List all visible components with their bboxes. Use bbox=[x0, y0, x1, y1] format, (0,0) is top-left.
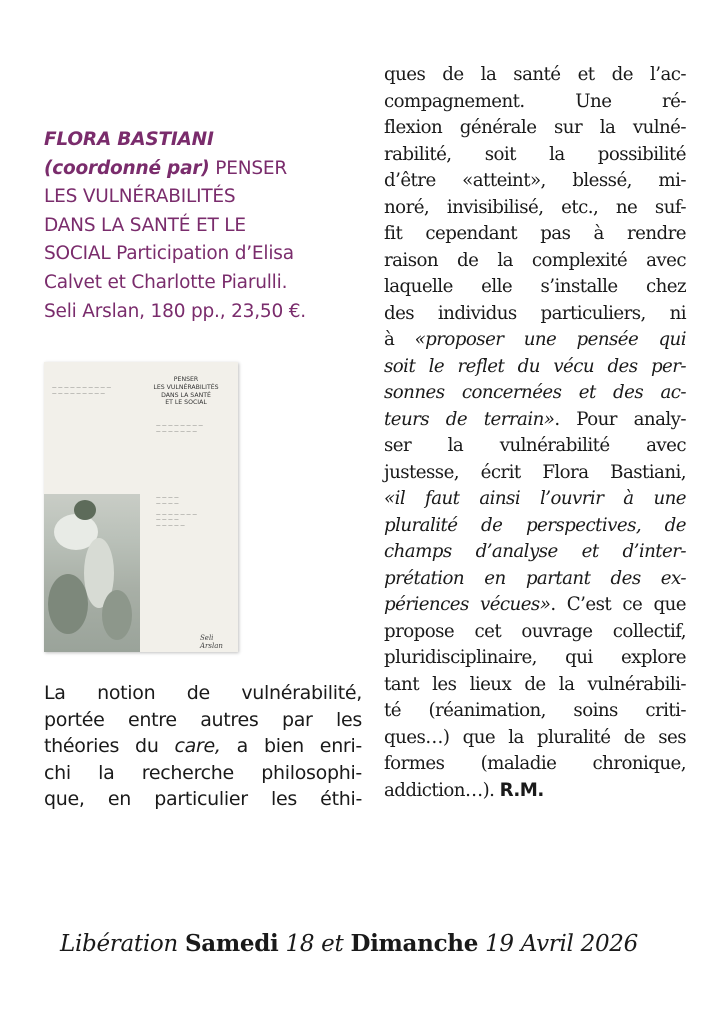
text-line: addiction…). R.M. bbox=[384, 779, 544, 801]
text-line: compagnement. Une ré- bbox=[384, 90, 686, 112]
book-title-line2: LES VULNÉRABILITÉS bbox=[44, 186, 236, 208]
article-body-left bbox=[44, 680, 362, 813]
text-line: «il faut ainsi l’ouvrir à une bbox=[384, 488, 686, 509]
publisher-price-line: Seli Arslan, 180 pp., 23,50 €. bbox=[44, 300, 306, 322]
cover-photo bbox=[44, 494, 140, 652]
participants-line: Calvet et Charlotte Piarulli. bbox=[44, 271, 288, 293]
text-line: tant les lieux de la vulnérabili- bbox=[384, 673, 686, 695]
text-line: ques de la santé et de l’ac- bbox=[384, 64, 686, 85]
text-line: prétation en partant des ex- bbox=[384, 567, 686, 589]
author-signature: R.M. bbox=[499, 779, 544, 801]
cover-title: PENSER LES VULNÉRABILITÉS DANS LA SANTÉ ET LE SOCIAL bbox=[153, 376, 219, 407]
newspaper-name: Libération bbox=[60, 931, 178, 957]
participation-line: Participation d’Elisa bbox=[116, 243, 294, 265]
book-author: FLORA BASTIANI bbox=[44, 129, 214, 150]
text-line: La notion de vulnérabilité, bbox=[44, 682, 362, 704]
newspaper-footer bbox=[60, 930, 680, 957]
text-line: chi la recherche philosophi- bbox=[44, 761, 362, 784]
text-line: formes (maladie chronique, bbox=[384, 753, 686, 774]
footer-date1: 18 et bbox=[285, 931, 344, 957]
editor-note: (coordonné par) bbox=[44, 157, 210, 179]
text-line: laquelle elle s’installe chez bbox=[384, 276, 686, 297]
text-line: propose cet ouvrage collectif, bbox=[384, 620, 686, 642]
text-line: té (réanimation, soins criti- bbox=[384, 700, 686, 721]
book-header bbox=[44, 126, 364, 326]
text-line: que, en particulier les éthi- bbox=[44, 788, 362, 811]
text-line: périences vécues». C’est ce que bbox=[384, 594, 686, 615]
article-body-right bbox=[384, 62, 686, 804]
book-title-line4: SOCIAL bbox=[44, 243, 111, 265]
book-title-line3: DANS LA SANTÉ ET LE bbox=[44, 214, 246, 236]
cover-credits: — — — — — — — — — — — — — — — — — — — — — — — — bbox=[156, 496, 197, 529]
cover-subtitle: — — — — — — — — — — — — — — — bbox=[156, 424, 203, 435]
text-line: rabilité, soit la possibilité bbox=[384, 143, 686, 165]
footer-day2: Dimanche bbox=[350, 930, 479, 957]
text-line: pluridisciplinaire, qui explore bbox=[384, 647, 686, 668]
text-line: flexion générale sur la vulné- bbox=[384, 117, 686, 138]
text-line: à «proposer une pensée qui bbox=[384, 329, 686, 350]
text-line: noré, invisibilisé, etc., ne suf- bbox=[384, 196, 686, 218]
text-line: portée entre autres par les bbox=[44, 708, 362, 731]
text-line: teurs de terrain». Pour analy- bbox=[384, 408, 686, 430]
text-line: raison de la complexité avec bbox=[384, 249, 686, 271]
text-line: des individus particuliers, ni bbox=[384, 302, 686, 324]
text-line: d’être «atteint», blessé, mi- bbox=[384, 170, 686, 191]
text-line: fit cependant pas à rendre bbox=[384, 223, 686, 244]
text-line: justesse, écrit Flora Bastiani, bbox=[384, 461, 686, 483]
cover-series-text: — — — — — — — — — — — — — — — — — — — bbox=[52, 386, 112, 397]
book-title-part1: PENSER bbox=[215, 157, 288, 179]
book-cover-image bbox=[44, 362, 238, 652]
text-line: soit le reflet du vécu des per- bbox=[384, 355, 686, 377]
cover-publisher: Seli Arslan bbox=[200, 634, 223, 650]
text-line: champs d’analyse et d’inter- bbox=[384, 541, 686, 562]
text-line: théories du care, a bien enri- bbox=[44, 735, 362, 758]
text-line: pluralité de perspectives, de bbox=[384, 514, 686, 536]
text-line: ser la vulnérabilité avec bbox=[384, 435, 686, 456]
footer-date2: 19 Avril 2026 bbox=[485, 931, 638, 957]
text-line: ques…) que la pluralité de ses bbox=[384, 726, 686, 748]
text-line: sonnes concernées et des ac- bbox=[384, 382, 686, 403]
footer-day1: Samedi bbox=[184, 930, 279, 957]
